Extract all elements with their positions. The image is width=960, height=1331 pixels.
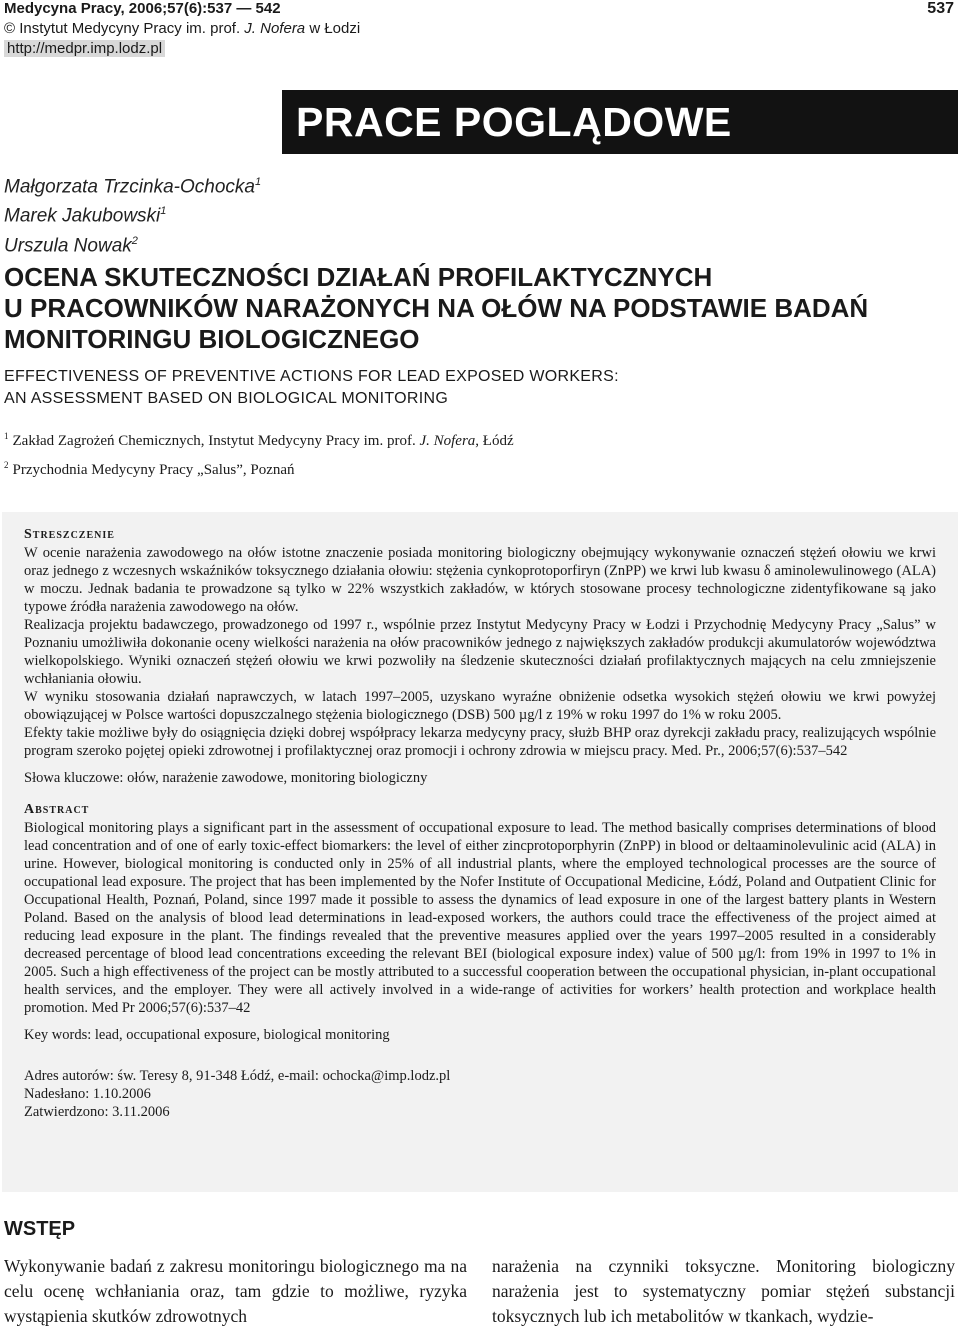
journal-url-link[interactable]: http://medpr.imp.lodz.pl [4,40,165,57]
section-banner [282,90,958,154]
affiliation-mark: 2 [4,460,9,470]
section-title: PRACE POGLĄDOWE [296,98,732,145]
author-affiliation-mark: 2 [131,234,138,247]
author-1 [4,170,261,199]
affiliations [4,424,514,482]
streszczenie-paragraph: W ocenie narażenia zawodowego na ołów istotne znaczenie posiada monitoring biologiczny obejmujący wykonywanie oznaczeń stężeń ołowiu we krwi oraz jednego z wczesnych wskaźników toksycznego działania ołowiu: stężenia cynkoprotoporfiryn (ZnPP) we krwi lub kwasu δ aminolewulinowego (ALA) w moczu. Jednak badania te prowadzone są tylko w 22% wszystkich zakładów, w których stosowane procesy technologiczne zidentyfikowane są jako typowe źródła narażenia zawodowego na ołów. [24,545,936,615]
author-list [4,170,261,258]
title-polish-line: U PRACOWNIKÓW NARAŻONYCH NA OŁÓW NA PODSTAWIE BADAŃ [4,293,869,323]
journal-citation: Medycyna Pracy, 2006;57(6):537 — 542 [4,0,281,17]
streszczenie-paragraph: Realizacja projektu badawczego, prowadzonego od 1997 r., wspólnie przez Instytut Medycyny Pracy w Łodzi i Przychodnię Medycyny Pracy „Salus” w Poznaniu umożliwiła dokonanie oceny wielkości narażenia na ołów pracowników jednego z największych zakładów produkcji akumulatorów województwa wielkopolskiego. Wyniki oznaczeń stężeń ołowiu we krwi pozwoliły na śledzenie skuteczności działań profilaktycznych mających na celu zmniejszenie wchłaniania ołowiu. [24,617,936,687]
copyright-line [4,20,360,37]
intro-column-left: Wykonywanie badań z zakresu monitoringu biologicznego ma na celu ocenę wchłaniania oraz, tam gdzie to możliwe, ryzyka wystąpienia skutków zdrowotnych [4,1256,467,1326]
affiliation-1 [4,424,514,453]
affiliation-text: Przychodnia Medycyny Pracy „Salus”, Poznań [12,462,295,478]
author-name: Urszula Nowak [4,234,132,256]
title-english-line: EFFECTIVENESS OF PREVENTIVE ACTIONS FOR LEAD EXPOSED WORKERS: [4,368,619,385]
abstract-paragraph: Biological monitoring plays a significant part in the assessment of occupational exposure to lead. The method basically comprises determinations of blood lead concentration and of one of early toxic-effect biomarkers: the level of either zincprotoporphyrin (ZnPP) in blood or deltaaminolevulinic acid (ALA) in urine. However, biological monitoring is conducted only in 25% of all industrial plants, where the employed technological processes are the source of occupational lead exposure. The project that has been implemented by the Nofer Institute of Occupational Medicine, Łódź, Poland and Outpatient Clinic for Occupational Health, Poznań, Poland, since 1997 made it possible to assess the dynamics of lead exposure in one of the largest battery plants in Western Poland. Based on the analysis of blood lead determinations in lead-exposed workers, the authors could trace the effectiveness of the project aimed at reducing lead exposure in the plant. The findings revealed that the preventive measures applied over the years 1997–2005 resulted in a considerably decreased percentage of blood lead concentrations exceeding the relevant BEI (biological exposure index) value of 500 µg/l: from 19% in 1997 to 1% in 2005. Such a high effectiveness of the project can be mostly attributed to a successful cooperation between the occupational physician, in-plant occupational health services, and the employer. They were all actively involved in a wide-range of activities for workers’ health protection and workplace health promotion. Med Pr 2006;57(6):537–42 [24,820,936,1016]
title-polish-line: OCENA SKUTECZNOŚCI DZIAŁAŃ PROFILAKTYCZNYCH [4,262,713,292]
affiliation-text: Zakład Zagrożeń Chemicznych, Instytut Medycyny Pracy im. prof. [12,433,420,449]
abstract-box [2,512,958,1192]
author-name: Marek Jakubowski [4,205,161,227]
author-affiliation-mark: 1 [254,176,262,188]
title-english-line: AN ASSESSMENT BASED ON BIOLOGICAL MONITORING [4,390,449,407]
title-polish-line: MONITORINGU BIOLOGICZNEGO [4,324,420,354]
title-english [4,366,954,410]
author-affiliation-mark: 1 [160,205,167,218]
abstract-heading: Abstract [24,802,90,817]
author-2 [4,199,261,228]
intro-heading: WSTĘP [4,1218,76,1240]
streszczenie-paragraph: Efekty takie możliwe były do osiągnięcia dzięki dobrej współpracy lekarza medycyny pracy, służb BHP oraz dyrekcji zakładu pracy, realizujących wspólnie program szeroko pojętej opieki zdrowotnej i profilaktycznej oraz promocji i ochrony zdrowia w miejscu pracy. Med. Pr., 2006;57(6):537–542 [24,725,936,759]
intro-column-right: narażenia na czynniki toksyczne. Monitoring biologiczny narażenia jest to systematyczny pomiar stężeń substancji toksycznych lub ich metabolitów w tkankach, wydzie- [492,1256,955,1326]
copyright-suffix: w Łodzi [305,20,361,37]
approved-date: Zatwierdzono: 3.11.2006 [24,1104,170,1120]
affiliation-tail: , Łódź [475,433,514,449]
streszczenie-keywords: Słowa kluczowe: ołów, narażenie zawodowe, monitoring biologiczny [24,770,428,786]
copyright-name: J. Nofera [244,20,306,37]
affiliation-mark: 1 [4,431,9,441]
affiliation-2 [4,453,514,482]
author-3 [4,229,261,258]
page-number: 537 [927,0,954,17]
author-name: Małgorzata Trzcinka-Ochocka [4,176,255,198]
correspondence-address: Adres autorów: św. Teresy 8, 91-348 Łódź, e-mail: ochocka@imp.lodz.pl [24,1068,451,1084]
received-date: Nadesłano: 1.10.2006 [24,1086,151,1102]
title-polish [4,262,954,355]
copyright-prefix: © Instytut Medycyny Pracy im. prof. [4,20,245,37]
abstract-keywords: Key words: lead, occupational exposure, biological monitoring [24,1027,390,1043]
affiliation-name-italic: J. Nofera [419,433,476,449]
streszczenie-heading: Streszczenie [24,527,115,542]
streszczenie-paragraph: W wyniku stosowania działań naprawczych, w latach 1997–2005, uzyskano wyraźne obniżenie odsetka wysokich stężeń ołowiu we krwi powyżej obowiązującej w Polsce wartości dopuszczalnego stężenia biologicznego (DSB) 500 µg/l z 19% w roku 1997 do 1% w roku 2005. [24,689,936,723]
